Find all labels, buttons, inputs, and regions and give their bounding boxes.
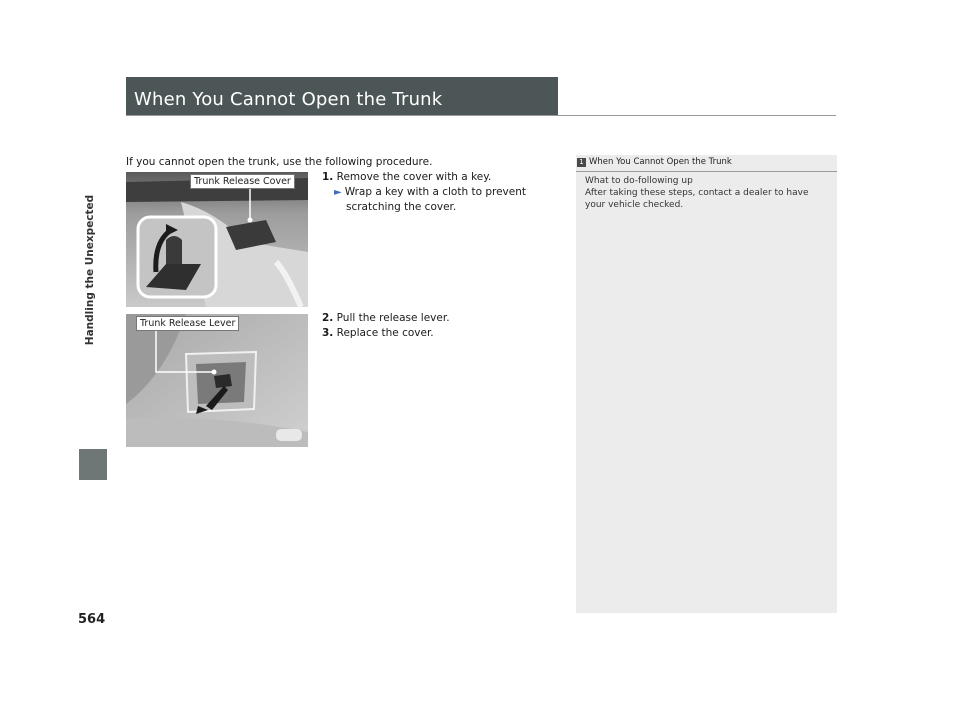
note-heading: What to do-following up — [585, 176, 693, 186]
title-rule — [126, 115, 836, 116]
step-2-number: 2. — [322, 312, 334, 324]
trunk-release-lever-image — [126, 314, 308, 447]
section-tab — [79, 449, 107, 480]
step-3 — [322, 326, 434, 340]
intro-text: If you cannot open the trunk, use the following procedure. — [126, 156, 433, 168]
page-title: When You Cannot Open the Trunk — [134, 89, 443, 110]
step-1-number: 1. — [322, 171, 334, 183]
step-1-substep — [334, 185, 526, 215]
trunk-release-cover-image — [126, 172, 308, 307]
step-3-text: Replace the cover. — [336, 327, 434, 339]
note-panel — [576, 155, 837, 613]
note-body-line-2: your vehicle checked. — [585, 200, 684, 210]
substep-line-2: scratching the cover. — [346, 201, 457, 213]
step-1-text: Remove the cover with a key. — [336, 171, 492, 183]
note-header — [576, 155, 837, 172]
note-body-line-1: After taking these steps, contact a dealer to have — [585, 188, 809, 198]
step-2-text: Pull the release lever. — [336, 312, 450, 324]
trunk-release-lever-callout: Trunk Release Lever — [136, 316, 239, 331]
section-label-text: Handling the Unexpected — [84, 194, 96, 346]
step-1 — [322, 170, 491, 184]
title-bar — [126, 77, 558, 115]
note-title: When You Cannot Open the Trunk — [589, 157, 732, 167]
page-number: 564 — [78, 612, 106, 627]
note-number-icon: 1 — [577, 158, 586, 167]
arrow-right-icon: ► — [334, 187, 342, 198]
substep-line-1: Wrap a key with a cloth to prevent — [344, 186, 527, 198]
step-3-number: 3. — [322, 327, 334, 339]
trunk-release-cover-callout: Trunk Release Cover — [190, 174, 295, 189]
step-2 — [322, 311, 450, 325]
